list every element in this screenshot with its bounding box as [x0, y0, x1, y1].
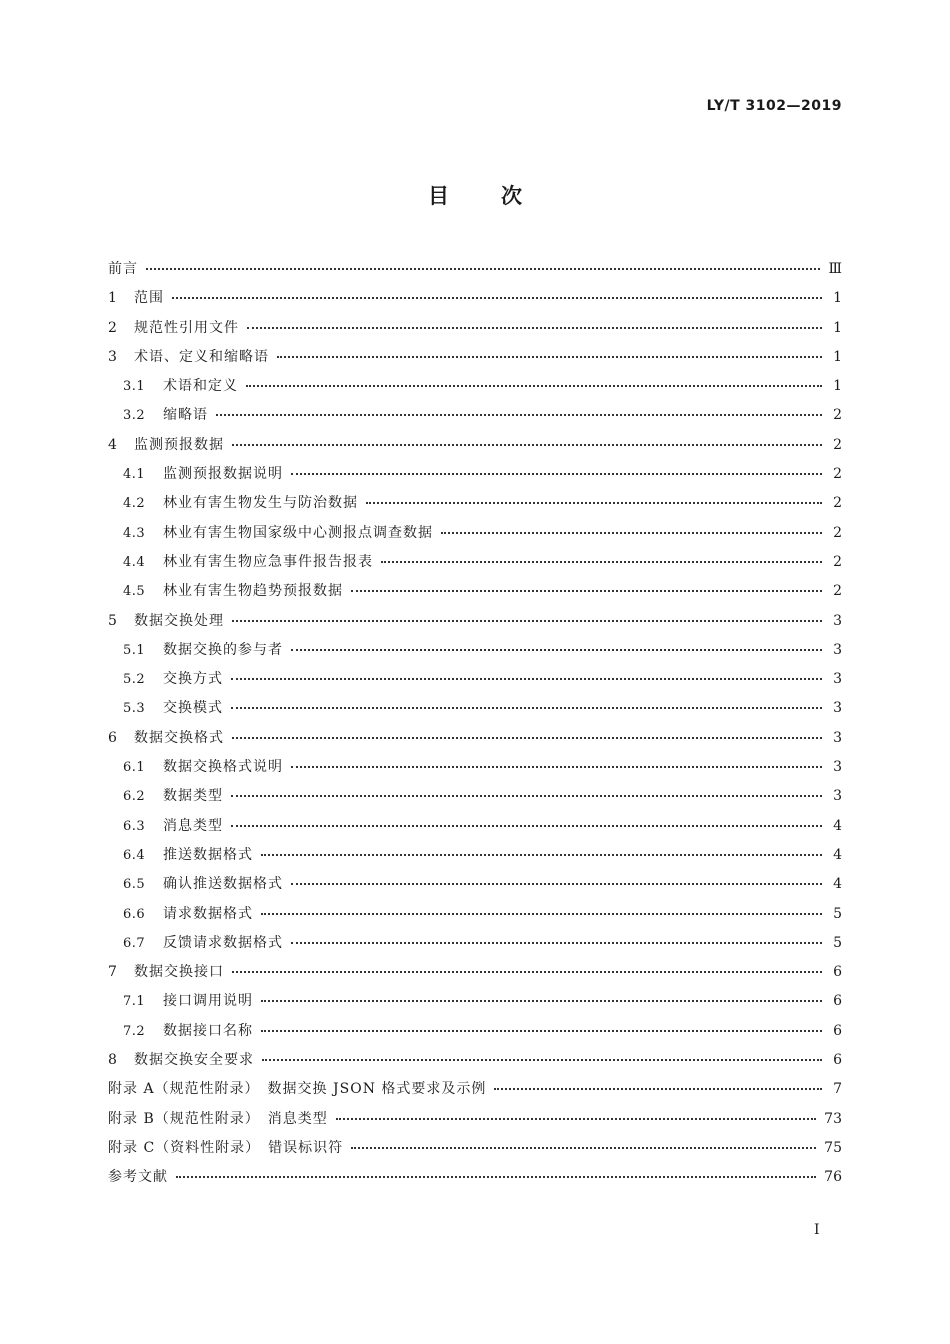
toc-entry-label: 数据交换格式 [134, 729, 224, 746]
toc-entry[interactable] [108, 727, 842, 756]
dot-leader [291, 472, 822, 475]
dot-leader [262, 1058, 822, 1061]
toc-entry-page: 4 [833, 846, 842, 863]
toc-entry-number: 3 [108, 348, 118, 365]
toc-entry-label: 林业有害生物趋势预报数据 [163, 583, 343, 600]
toc-entry-number: 4.3 [123, 525, 146, 541]
toc-entry-label: 附录 C（资料性附录） 错误标识符 [108, 1139, 344, 1156]
toc-entry-number: 4.5 [123, 584, 146, 600]
dot-leader [291, 882, 822, 885]
toc-entry-page: 4 [833, 817, 842, 834]
toc-entry[interactable] [108, 1020, 842, 1049]
toc-entry[interactable] [108, 287, 842, 316]
toc-entry-label: 接口调用说明 [163, 993, 253, 1010]
dot-leader [277, 355, 822, 358]
toc-entry-number: 6.3 [123, 818, 146, 834]
toc-entry-label: 数据交换安全要求 [134, 1052, 254, 1069]
page-number: I [814, 1222, 820, 1238]
toc-entry-page: 7 [833, 1081, 842, 1098]
toc-entry-label: 范围 [134, 290, 164, 307]
toc-entry-page: 75 [824, 1139, 842, 1156]
dot-leader [261, 1029, 822, 1032]
toc-entry[interactable] [108, 785, 842, 814]
toc-entry-label: 数据接口名称 [163, 1022, 253, 1039]
toc-entry-number: 6.1 [123, 760, 146, 776]
dot-leader [172, 296, 822, 299]
toc-entry-number: 6.2 [123, 789, 146, 805]
toc-entry-number: 6.4 [123, 847, 146, 863]
toc-entry-label: 反馈请求数据格式 [163, 934, 283, 951]
toc-entry-page: 6 [833, 1022, 842, 1039]
toc-entry-number: 4.2 [123, 496, 146, 512]
toc-entry-number: 7 [108, 964, 118, 981]
dot-leader [246, 384, 822, 387]
toc-entry-label: 术语和定义 [163, 378, 238, 395]
toc-entry-number: 6.6 [123, 906, 146, 922]
toc-entry-page: 6 [833, 1052, 842, 1069]
toc-entry-label: 请求数据格式 [163, 905, 253, 922]
toc-entry[interactable] [108, 815, 842, 844]
dot-leader [261, 999, 822, 1002]
toc-entry-number: 6.7 [123, 935, 146, 951]
toc-entry-number: 6 [108, 729, 118, 746]
toc-entry-page: 2 [833, 524, 842, 541]
toc-entry[interactable] [108, 580, 842, 609]
dot-leader [247, 326, 822, 329]
toc-entry-page: 3 [833, 612, 842, 629]
toc-entry[interactable] [108, 346, 842, 375]
toc-entry[interactable] [108, 258, 842, 287]
toc-entry-number: 8 [108, 1052, 118, 1069]
dot-leader [231, 677, 822, 680]
dot-leader [291, 765, 822, 768]
dot-leader [366, 501, 822, 504]
toc-entry[interactable] [108, 756, 842, 785]
toc-entry-page: Ⅲ [828, 261, 842, 277]
toc-entry[interactable] [108, 463, 842, 492]
toc-entry-label: 数据类型 [163, 788, 223, 805]
toc-entry-page: 3 [833, 700, 842, 717]
toc-entry[interactable] [108, 492, 842, 521]
dot-leader [291, 941, 822, 944]
toc-entry-label: 交换模式 [163, 700, 223, 717]
toc-entry-page: 4 [833, 876, 842, 893]
dot-leader [261, 853, 822, 856]
toc-entry-page: 3 [833, 759, 842, 776]
toc-entry-page: 73 [824, 1110, 842, 1127]
toc-entry[interactable] [108, 404, 842, 433]
toc-entry-page: 1 [833, 348, 842, 365]
toc-entry[interactable] [108, 375, 842, 404]
toc-entry-page: 1 [833, 378, 842, 395]
toc-entry-label: 规范性引用文件 [134, 319, 239, 336]
toc-entry-page: 2 [833, 407, 842, 424]
toc-entry-number: 2 [108, 319, 118, 336]
toc-entry-page: 76 [824, 1169, 842, 1186]
toc-entry-number: 7.1 [123, 994, 146, 1010]
toc-entry-page: 2 [833, 466, 842, 483]
dot-leader [232, 736, 822, 739]
table-of-contents [108, 258, 842, 1196]
toc-entry[interactable] [108, 551, 842, 580]
toc-entry-page: 6 [833, 993, 842, 1010]
toc-entry-label: 术语、定义和缩略语 [134, 348, 269, 365]
toc-entry-label: 林业有害生物国家级中心测报点调查数据 [163, 524, 433, 541]
toc-entry[interactable] [108, 990, 842, 1019]
toc-entry[interactable] [108, 1049, 842, 1078]
toc-entry[interactable] [108, 610, 842, 639]
toc-entry-number: 4.4 [123, 554, 146, 570]
toc-entry-label: 数据交换的参与者 [163, 641, 283, 658]
toc-entry-label: 林业有害生物发生与防治数据 [163, 495, 358, 512]
dot-leader [351, 1146, 816, 1149]
toc-entry-page: 3 [833, 641, 842, 658]
dot-leader [336, 1117, 816, 1120]
toc-entry-page: 1 [833, 290, 842, 307]
toc-entry-label: 附录 B（规范性附录） 消息类型 [108, 1110, 328, 1127]
dot-leader [232, 970, 822, 973]
dot-leader [261, 912, 822, 915]
toc-entry[interactable] [108, 903, 842, 932]
dot-leader [146, 267, 820, 270]
dot-leader [232, 619, 822, 622]
toc-entry[interactable] [108, 668, 842, 697]
toc-entry[interactable] [108, 1078, 842, 1107]
toc-entry[interactable] [108, 873, 842, 902]
toc-entry-number: 1 [108, 290, 118, 307]
toc-entry-page: 2 [833, 436, 842, 453]
dot-leader [381, 560, 822, 563]
dot-leader [176, 1175, 816, 1178]
toc-entry-number: 3.2 [123, 408, 146, 424]
toc-entry-label: 消息类型 [163, 817, 223, 834]
toc-entry[interactable] [108, 697, 842, 726]
toc-entry[interactable] [108, 317, 842, 346]
dot-leader [441, 531, 822, 534]
toc-entry-number: 5.3 [123, 701, 146, 717]
toc-entry-label: 监测预报数据说明 [163, 466, 283, 483]
toc-entry-page: 6 [833, 964, 842, 981]
toc-entry-label: 前言 [108, 261, 138, 277]
toc-title-right: 次 [501, 184, 522, 208]
toc-entry-label: 数据交换格式说明 [163, 759, 283, 776]
toc-entry-label: 交换方式 [163, 671, 223, 688]
toc-entry-page: 2 [833, 583, 842, 600]
toc-entry[interactable] [108, 844, 842, 873]
toc-entry-page: 3 [833, 671, 842, 688]
toc-entry-number: 4 [108, 436, 118, 453]
toc-title-left: 目 [428, 184, 449, 208]
toc-entry-number: 5.2 [123, 672, 146, 688]
toc-entry-label: 监测预报数据 [134, 436, 224, 453]
toc-entry-number: 5.1 [123, 642, 146, 658]
dot-leader [231, 794, 822, 797]
toc-entry-page: 2 [833, 495, 842, 512]
toc-entry-page: 2 [833, 553, 842, 570]
toc-entry-page: 3 [833, 729, 842, 746]
dot-leader [216, 413, 822, 416]
dot-leader [291, 648, 822, 651]
toc-entry-label: 参考文献 [108, 1169, 168, 1186]
toc-entry-label: 附录 A（规范性附录） 数据交换 JSON 格式要求及示例 [108, 1081, 487, 1098]
toc-entry[interactable] [108, 1166, 842, 1195]
toc-entry[interactable] [108, 1108, 842, 1137]
standard-code: LY/T 3102—2019 [706, 98, 842, 114]
toc-entry-label: 推送数据格式 [163, 846, 253, 863]
toc-title [0, 180, 950, 210]
toc-entry-label: 确认推送数据格式 [163, 876, 283, 893]
toc-entry[interactable] [108, 961, 842, 990]
toc-entry-number: 3.1 [123, 379, 146, 395]
toc-entry-label: 数据交换处理 [134, 612, 224, 629]
toc-entry-page: 1 [833, 319, 842, 336]
toc-entry-label: 林业有害生物应急事件报告报表 [163, 553, 373, 570]
toc-entry-page: 5 [833, 934, 842, 951]
dot-leader [351, 589, 822, 592]
toc-entry[interactable] [108, 932, 842, 961]
dot-leader [231, 824, 822, 827]
dot-leader [232, 443, 822, 446]
toc-entry[interactable] [108, 522, 842, 551]
toc-entry-label: 数据交换接口 [134, 964, 224, 981]
toc-entry[interactable] [108, 639, 842, 668]
toc-entry-number: 4.1 [123, 467, 146, 483]
toc-entry-label: 缩略语 [163, 407, 208, 424]
toc-entry[interactable] [108, 434, 842, 463]
toc-entry-number: 6.5 [123, 877, 146, 893]
toc-entry-number: 5 [108, 612, 118, 629]
dot-leader [231, 706, 822, 709]
toc-entry-number: 7.2 [123, 1023, 146, 1039]
toc-entry-page: 5 [833, 905, 842, 922]
dot-leader [494, 1087, 822, 1090]
toc-entry[interactable] [108, 1137, 842, 1166]
toc-entry-page: 3 [833, 788, 842, 805]
